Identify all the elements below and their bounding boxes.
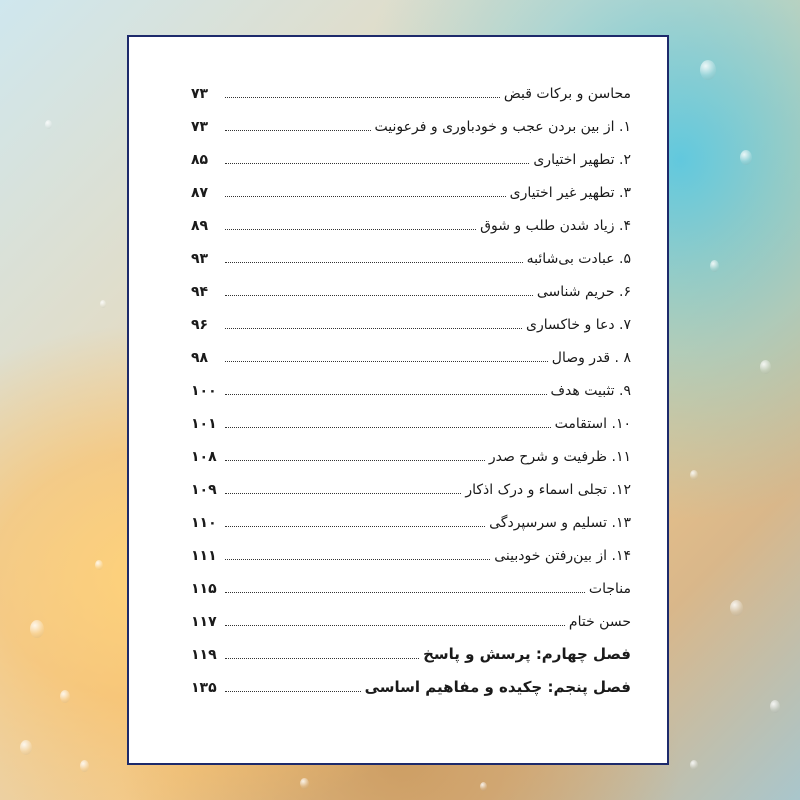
- toc-row-title: ۱۴. از بین‌رفتن خودبینی: [494, 548, 631, 564]
- toc-row: [191, 470, 631, 500]
- water-drop: [760, 360, 771, 374]
- toc-row-title: مناجات: [588, 581, 631, 597]
- toc-row: [191, 404, 631, 434]
- toc-row-page: ۱۱۹: [191, 647, 217, 663]
- toc-row-page: ۹۸: [191, 350, 209, 366]
- toc-row-leader: [225, 97, 500, 98]
- toc-row-title: فصل پنجم: چکیده و مفاهیم اساسی: [364, 678, 631, 696]
- toc-row-title: ۲. تطهیر اختیاری: [533, 152, 631, 168]
- toc-row-page: ۹۳: [191, 251, 209, 267]
- water-drop: [45, 120, 52, 129]
- water-drop: [700, 60, 716, 80]
- water-drop: [100, 300, 106, 308]
- water-drop: [710, 260, 719, 272]
- toc-row: [191, 437, 631, 467]
- toc-row: [191, 371, 631, 401]
- toc-row-page: ۱۳۵: [191, 680, 217, 696]
- water-drop: [95, 560, 103, 570]
- toc-row: [191, 140, 631, 170]
- toc-row-title: حسن ختام: [568, 614, 631, 630]
- toc-row-chapter: [191, 635, 631, 665]
- toc-row-title: ۱۳. تسلیم و سرسپردگی: [489, 515, 631, 531]
- toc-row-leader: [225, 658, 419, 659]
- water-drop: [480, 782, 487, 791]
- toc-row-leader: [225, 130, 371, 131]
- toc-row-chapter: [191, 668, 631, 698]
- toc-row: [191, 569, 631, 599]
- toc-row-page: ۸۹: [191, 218, 209, 234]
- toc-row-leader: [225, 592, 585, 593]
- toc-row-page: ۱۱۱: [191, 548, 217, 564]
- toc-row-page: ۱۰۰: [191, 383, 217, 399]
- water-drop: [690, 470, 698, 480]
- water-drop: [60, 690, 70, 703]
- toc-row-title: ۵. عبادت بی‌شائبه: [526, 251, 631, 267]
- toc-row-leader: [225, 526, 485, 527]
- toc-row-leader: [225, 559, 490, 560]
- toc-row-page: ۹۶: [191, 317, 209, 333]
- toc-row-title: ۴. زیاد شدن طلب و شوق: [480, 218, 631, 234]
- toc-row: [191, 305, 631, 335]
- toc-row-leader: [225, 361, 548, 362]
- toc-row: [191, 503, 631, 533]
- toc-row: [191, 107, 631, 137]
- toc-row-leader: [225, 328, 522, 329]
- toc-row-title: ۱۲. تجلی اسماء و درک اذکار: [465, 482, 631, 498]
- toc-row-page: ۱۱۵: [191, 581, 217, 597]
- toc-row: [191, 536, 631, 566]
- toc-row-title: ۱۱. ظرفیت و شرح صدر: [488, 449, 631, 465]
- water-drop: [740, 150, 752, 165]
- toc-row-leader: [225, 460, 485, 461]
- water-drop: [730, 600, 743, 616]
- toc-row-page: ۱۰۱: [191, 416, 217, 432]
- toc-row: [191, 173, 631, 203]
- toc-row-title: ۱۰. استقامت: [554, 416, 631, 432]
- toc-row-leader: [225, 625, 565, 626]
- toc-row-title: ۹. تثبیت هدف: [550, 383, 631, 399]
- toc-page: [127, 35, 669, 765]
- toc-row-leader: [225, 262, 523, 263]
- toc-row-leader: [225, 196, 506, 197]
- water-drop: [690, 760, 698, 770]
- toc-row-leader: [225, 163, 529, 164]
- toc-row: [191, 338, 631, 368]
- toc-row-page: ۱۰۸: [191, 449, 217, 465]
- toc-row-page: ۷۳: [191, 119, 209, 135]
- toc-row: [191, 239, 631, 269]
- water-drop: [20, 740, 32, 755]
- toc-row-title: محاسن و برکات قبض: [503, 86, 631, 102]
- toc-row-page: ۱۰۹: [191, 482, 217, 498]
- water-drop: [300, 778, 309, 789]
- toc-row-title: ۷. دعا و خاکساری: [525, 317, 631, 333]
- water-drop: [770, 700, 780, 713]
- toc-row-title: ۶. حریم شناسی: [536, 284, 631, 300]
- toc-row-title: ۱. از بین بردن عجب و خودباوری و فرعونیت: [374, 119, 631, 135]
- toc-row-leader: [225, 295, 533, 296]
- toc-row-title: فصل چهارم: پرسش و پاسخ: [423, 645, 631, 663]
- water-drop: [30, 620, 44, 638]
- toc-row-page: ۹۴: [191, 284, 209, 300]
- toc-row: [191, 74, 631, 104]
- toc-row-page: ۷۳: [191, 86, 209, 102]
- toc-row-leader: [225, 493, 461, 494]
- toc-row-page: ۱۱۰: [191, 515, 217, 531]
- toc-row: [191, 602, 631, 632]
- toc-row-leader: [225, 394, 547, 395]
- toc-row-leader: [225, 229, 476, 230]
- toc-row: [191, 272, 631, 302]
- toc-row-leader: [225, 427, 551, 428]
- toc-row-page: ۸۵: [191, 152, 209, 168]
- toc-row-title: ۸ . قدر وصال: [551, 350, 631, 366]
- toc-row-leader: [225, 691, 361, 692]
- toc-row-page: ۱۱۷: [191, 614, 217, 630]
- water-drop: [80, 760, 89, 772]
- toc-row: [191, 206, 631, 236]
- toc-row-page: ۸۷: [191, 185, 209, 201]
- toc-row-title: ۳. تطهیر غیر اختیاری: [509, 185, 631, 201]
